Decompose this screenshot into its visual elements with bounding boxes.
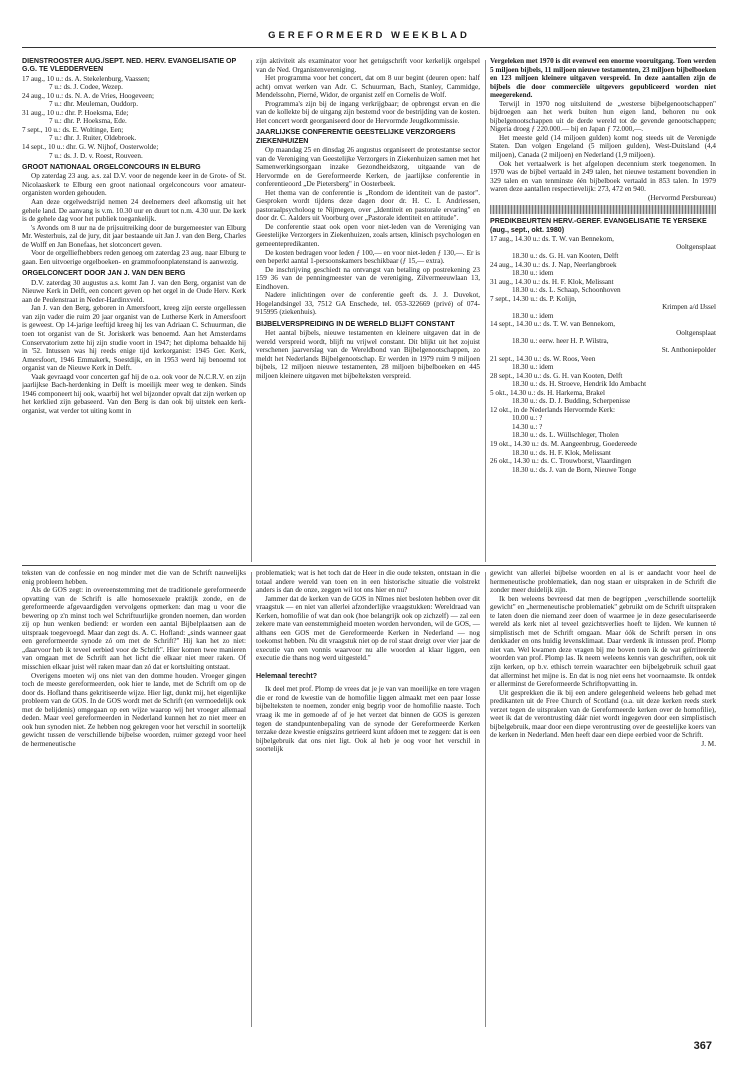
paragraph: 's Avonds om 8 uur na de prijsuitreiking door de burgemeester van Elburg Mr. Westerhuis, zal de jury, dit jaar bestaande uit Jan J. van den Berg, Charles de Wolff en Jan Bonefaas, het slotconcert geven. bbox=[22, 223, 246, 249]
schedule-line: 7 u.: ds. J. Codee, Wezep. bbox=[49, 83, 123, 92]
paragraph: Het programma voor het concert, dat om 8 uur begint (deuren open: half acht) omvat werken van Adr. C. Schuurman, Bach, Stanley, Cammidge, Mendelssohn, Pierné, Widor, de organist zelf en Cornelis de Wolf. bbox=[256, 74, 480, 100]
column-divider bbox=[251, 572, 252, 1027]
article-heading-bijbelverspreiding: BIJBELVERSPREIDING IN DE WERELD BLIJFT CONSTANT bbox=[256, 319, 455, 328]
schedule-line: 14 sept., 10 u.: dhr. G. W. Nijhof, Oosterwolde; bbox=[22, 142, 159, 151]
article-heading-orgelconcert: ORGELCONCERT DOOR JAN J. VAN DEN BERG bbox=[22, 269, 186, 278]
schedule-line: 31 aug., 10 u.: dhr. P. Hoeksma, Ede; bbox=[22, 108, 129, 117]
schedule-line: 17 aug., 14.30 u.: ds. T. W. van Bennekom, bbox=[490, 234, 614, 243]
paragraph: Het meeste geld (14 miljoen gulden) komt nog steeds uit de Verenigde Staten. Dan volgen Engeland (5 miljoen gulden), West-Duitsland (4,4 miljoen), Canada (2 miljoen) en Nederland (1,9 miljoen). bbox=[490, 133, 716, 160]
schedule-line: 12 okt., in de Nederlands Hervormde Kerk: bbox=[490, 405, 615, 414]
schedule-line: 7 u.: dhr. Meuleman, Ouddorp. bbox=[49, 100, 139, 109]
schedule-line: 18.30 u.: ds. D. J. Budding, Scherpenisse bbox=[512, 397, 631, 406]
column-divider bbox=[251, 60, 252, 562]
dienstrooster-schedule bbox=[22, 75, 246, 160]
paragraph: Vaak gevraagd voor concerten gaf hij de o.a. ook voor de N.C.R.V. en zijn jaarlijkse Bach-herdenking in Delft is moeilijk meer weg te denken. Sinds 1946 componeert hij ook, waarbij het wel bijzonder opvalt dat zijn werken op het kerklied zijn gebaseerd. Van den Berg is dan ook bij uitstek een kerk-organist, wat verder tot uiting komt in bbox=[22, 372, 246, 415]
article-heading-conferentie: JAARLIJKSE CONFERENTIE GEESTELIJKE VERZORGERS ZIEKENHUIZEN bbox=[256, 128, 456, 145]
schedule-line: 21 sept., 14.30 u.: ds. W. Roos, Veen bbox=[490, 354, 596, 363]
schedule-line: 18.30 u.: ds. H. Stroeve, Hendrik Ido Ambacht bbox=[512, 380, 647, 389]
schedule-line: 14 sept., 14.30 u.: ds. T. W. van Bennekom, bbox=[490, 320, 616, 329]
schedule-line: 28 sept., 14.30 u.: ds. G. H. van Kooten, Delft bbox=[490, 371, 623, 380]
schedule-line: Ooltgensplaat bbox=[676, 328, 716, 337]
schedule-line: 7 sept., 14.30 u.: ds. P. Kolijn, bbox=[490, 294, 577, 303]
press-credit: (Hervormd Persbureau) bbox=[647, 193, 716, 202]
paragraph: zijn aktiviteit als examinator voor het getuigschrift voor kerkelijk orgelspel van de Ned. Organistenvereniging. bbox=[256, 57, 480, 74]
paragraph: Op maandag 25 en dinsdag 26 augustus organiseert de protestantse sector van de Vereniging van Geestelijke Verzorgers in Ziekenhuizen samen met het Samenwerkingsorgaan inzake Gezondheidszorg, uitgaande van de Hervormde en de Gereformeerde Kerken, de jaarlijkse conferentie in conferentieoord „De Pietersberg" in Oosterbeek. bbox=[256, 145, 480, 189]
paragraph: De inschrijving geschiedt na ontvangst van betaling op postrekening 23 159 36 van de penningmeester van de vereniging, Zilvermeeuwlaan 13, Eindhoven. bbox=[256, 265, 480, 291]
paragraph: Ik deel met prof. Plomp de vrees dat je je van van moeilijke en tere vragen die er rond de kwestie van de homofilie liggen almaakt met een paar losse bijbelteksten te noemen, zonder enig begrip voor de homofilie naaste. Toch vraag ik me in gemoede af of je het verzet dat binnen de GOS is gerezen tegen de standpuntenbepaling van de synode der Gereformeerde Kerken terzake deze kwestie enigszins getrieerd kunt afdoen met te zeggen: dat is een bijbelgebruik dat ons niet ligt. Ook al heb je oog voor het verschil in soortelijk bbox=[256, 685, 480, 754]
schedule-line: 26 okt., 14.30 u.: ds. C. Trouwborst, Vlaardingen bbox=[490, 457, 632, 466]
schedule-line: 18.30 u.: ds. G. H. van Kooten, Delft bbox=[512, 251, 619, 260]
schedule-line: 18.30 u.: idem bbox=[512, 311, 554, 320]
schedule-line: 5 okt., 14.30 u.: ds. H. Harkema, Brakel bbox=[490, 388, 605, 397]
paragraph: Ook het vertaalwerk is het afgelopen decennium sterk toegenomen. In 1970 was de bijbel vertaald in 249 talen, het nieuwe testament bovendien in 329 talen en van tenminste één bijbelboek vertaald in 853 talen. In 1979 waren deze aantallen respectievelijk: 273, 472 en 940. bbox=[490, 159, 716, 194]
schedule-line: 18.30 u.: idem bbox=[512, 363, 554, 372]
paragraph: teksten van de confessie en nog minder met die van de Schrift nauwelijks enig probleem hebben. bbox=[22, 569, 246, 586]
schedule-line: 10.00 u.: ? bbox=[512, 414, 543, 423]
schedule-line: 18.30 u.: idem bbox=[512, 269, 554, 278]
schedule-line: 18.30 u.: ds. L. Schaap, Schoonhoven bbox=[512, 286, 621, 295]
paragraph: Programma's zijn bij de ingang verkrijgbaar; de opbrengst ervan en die van de kollekte bij de uitgang zijn bestemd voor de bestrijding van de kosten. Het concert wordt georganiseerd door de Hervormde Jeugdkommissie. bbox=[256, 99, 480, 125]
schedule-line: Ooltgensplaat bbox=[676, 243, 716, 252]
publication-title: GEREFORMEERD WEEKBLAD bbox=[268, 30, 470, 41]
paragraph: Als de GOS zegt: in overeenstemming met de traditionele gereformeerde opvatting van de Schrift is alle homosexuele praktijk zonde, en de gereformeerde afgevaardigden vervolgens opmerken: dan mag u voor die bewering op z'n minst toch wel Schriftuurlijke gronden noemen, dan worden zij op hun wenken bediend: er worden een aantal Bijbelplaatsen aan de uitspraak toegevoegd. Maar dan zegt ds. A. C. Hofland: „sinds wanneer gaat een gereformeerde synode zó om met de Schrift?" Hij kan het zo niet: „daarvoor heb ik teveel eerbied voor de Schrift". Hier komen twee manieren van omgaan met de Schrift aan het licht die elkaar niet meer raken. Of misschien elkaar juist wèl raken maar dan zó dat er kortsluiting ontstaat. bbox=[22, 586, 246, 672]
paragraph: Uit gesprekken die ik bij een andere gelegenheid weleens heb gehad met predikanten uit de Free Church of Scotland (o.a. uit deze kerken reeds sterk verzet tegen de uitspraken van de Gereformeerde kerken over de homofilie), weet ik dat de verontrusting dáár niet wordt ingegeven door een simplistisch bijbelgebruik, maar door een diepe verontrusting over de geestelijke koers van de kerken in Nederland. Men heeft daar een diepe eerbied voor de Schrift. bbox=[490, 688, 716, 740]
schedule-line: 17 aug., 10 u.: ds. A. Stekelenburg, Vaassen; bbox=[22, 74, 150, 83]
column-bottom-middle bbox=[256, 569, 480, 1029]
column-top-middle bbox=[256, 57, 480, 565]
column-top-right bbox=[490, 57, 716, 565]
paragraph: problematiek; wat is het toch dat de Heer in die oude teksten, ontstaan in die totaal andere wereld van toen en in een historische situatie die volstrekt anders is dan de onze, zeggen wil tot ons hier en nu? bbox=[256, 569, 480, 595]
schedule-line: 18.30 u.: ds. J. van de Born, Nieuwe Tonge bbox=[512, 465, 637, 474]
subheading-helemaal-terecht: Helemaal terecht? bbox=[256, 672, 318, 681]
schedule-line: 7 sept., 10 u.: ds. E. Woltinge, Een; bbox=[22, 125, 124, 134]
column-divider bbox=[485, 60, 486, 562]
masthead-rule bbox=[22, 47, 716, 48]
schedule-line: Krimpen a/d IJssel bbox=[662, 303, 716, 312]
schedule-line: St. Anthoniepolder bbox=[661, 346, 716, 354]
column-bottom-left bbox=[22, 569, 246, 1029]
paragraph: Aan deze orgelwedstrijd nemen 24 deelnemers deel afkomstig uit het gehele land. De aanvang is v.m. 10.30 uur en duurt tot n.m. 4.30 uur. De kerk is de gehele dag voor het publiek toegankelijk. bbox=[22, 198, 246, 224]
masthead bbox=[22, 26, 716, 54]
author-initials: J. M. bbox=[701, 739, 716, 748]
schedule-line: 24 aug., 10 u.: ds. N. A. de Vries, Hoogeveen; bbox=[22, 91, 154, 100]
page-number: 367 bbox=[693, 1040, 712, 1052]
paragraph: Het aantal bijbels, nieuwe testamenten en kleinere uitgaven dat in de wereld verspreid wordt, blijft nu vrijwel constant. Dit blijkt uit het zojuist verschenen jaarverslag van de Wereldbond van Bijbelgenootschappen, zo meldt het Nederlands Bijbelgenootschap. Er werden in 1979 ruim 9 miljoen bijbels, 12 miljoen nieuwe testamenten, 28 miljoen bijbelboeken en 445 miljoen kleinere uitgaven met bijbelteksten verspreid. bbox=[256, 329, 480, 380]
paragraph: De conferentie staat ook open voor niet-leden van de Vereniging van Geestelijke Verzorgers in Ziekenhuizen, zoals artsen, klinisch psychologen en gemeentepredikanten. bbox=[256, 222, 480, 248]
paragraph: Jan J. van den Berg, geboren in Amersfoort, kreeg zijn eerste orgellessen van zijn vader die ruim 20 jaar organist van de Lutherse Kerk in Amersfoort is geweest. Op 14-jarige leeftijd kreeg hij les van Adriaan C. Schuurman, die toen tot organist van de St. Joriskerk was benoemd. Aan het Amsterdams Conservatorium zette hij zijn studie voort in 1947; het diploma behaalde hij in '52. Intussen was hij reeds enige tijd kerkorganist: 1945 Ger. Kerk, Amersfoort, 1946 Emmakerk, Soestdijk, en in 1953 werd hij benoemd tot organist van de Nieuwe Kerk in Delft. bbox=[22, 304, 246, 373]
predikbeurten-schedule bbox=[490, 235, 716, 474]
schedule-line: 19 okt., 14.30 u.: ds. M. Aangeenbrug, Goedereede bbox=[490, 440, 637, 449]
paragraph: Overigens moeten wij ons niet van den domme houden. Vroeger gingen toch de meeste gereformeerden, ook hier te lande, met de Schrift om op de door ds. Hofland thans gekritiseerde wijze. Hier ligt, dunkt mij, het eigenlijke probleem van de GOS. In de GOS wordt met de Schrift (en vermoedelijk ook met de belijdenis) omgegaan op een wijze waarop wij het vroeger allemaal deden. Maar veel gereformeerden in Nederland kunnen het zo niet meer en ook hun synoden niet. Ze hebben nog gekregen voor het verschil in soortelijk gewicht tussen de verschillende bijbelse woorden, ruimer gezegd voor heel de hermeneutische bbox=[22, 671, 246, 748]
paragraph: Jammer dat de kerken van de GOS in Nîmes niet besloten hebben over dit vraagstuk — en niet van allerlei afzonderlijke vraagstukken: Wereldraad van Kerken, homofilie of wat dan ook (hoe belangrijk ook op zichzelf) — zal een zekere mate van eenstemmigheid moeten worden hervonden, wil de GOS, — althans een GOS met de Gereformeerde Kerken in Nederland — nog toekomst hebben. Nu dit vraagstuk niet op de rol staat dreigt over vier jaar de executie van een vonnis waarvoor nu alle woorden al klaar liggen, een executie die thans nog werd uitgesteld." bbox=[256, 594, 480, 663]
schedule-line: 18.30 u.: ds. L. Wüllschleger, Tholen bbox=[512, 431, 619, 440]
article-heading-dienstrooster: DIENSTROOSTER AUG./SEPT. NED. HERV. EVANGELISATIE OP G.G. TE VLEDDERVEEN bbox=[22, 57, 237, 74]
section-rule bbox=[22, 565, 716, 566]
schedule-line: 18.30 u.: ds. H. F. Klok, Melissant bbox=[512, 448, 611, 457]
article-heading-predikbeurten: PREDIKBEURTEN HERV.-GEREF. EVANGELISATIE TE YERSEKE (aug., sept., okt. 1980) bbox=[490, 217, 707, 234]
column-divider bbox=[485, 572, 486, 1027]
article-heading-orgelconcours: GROOT NATIONAAL ORGELCONCOURS IN ELBURG bbox=[22, 163, 201, 172]
paragraph: Nadere inlichtingen over de conferentie geeft ds. J. J. Duvekot, Hogelandsingel 33, 7512 GA Enschede, tel. 053-322669 (privé) of 074-915995 (ziekenhuis). bbox=[256, 291, 480, 317]
schedule-line: 7 u.: dhr. J. Ruiter, Oldebroek. bbox=[49, 134, 137, 143]
paragraph: Op zaterdag 23 aug. a.s. zal D.V. voor de negende keer in de Grote- of St. Nicolaaskerk te Elburg een groot nationaal orgelconcours voor amateur-organisten worden gehouden. bbox=[22, 172, 246, 198]
paragraph: De kosten bedragen voor leden ƒ 100,— en voor niet-leden ƒ 130,—. Er is een beperkt aantal 1-persoonskamers beschikbaar (ƒ 15,— extra). bbox=[256, 248, 480, 266]
column-top-left bbox=[22, 57, 246, 565]
schedule-line: 31 aug., 14.30 u.: ds. H. F. Klok, Melissant bbox=[490, 277, 614, 286]
paragraph: gewicht van allerlei bijbelse woorden en al is er aandacht voor heel de hermeneutische problematiek, dan nog staan er uitspraken in de Schrift die zonder meer duidelijk zijn. bbox=[490, 569, 716, 595]
schedule-line: 14.30 u.: ? bbox=[512, 422, 543, 431]
column-bottom-right bbox=[490, 569, 716, 1029]
schedule-line: 18.30 u.: eerw. heer H. P. Wilstra, bbox=[512, 337, 609, 346]
paragraph: Vergeleken met 1970 is dit evenwel een enorme vooruitgang. Toen werden 5 miljoen bijbels, 11 miljoen nieuwe testamenten, 23 miljoen bijbelboeken en 123 miljoen kleinere uitgaven verspreid. In deze aantallen zijn de bijbels die door commerciële uitgevers gepubliceerd worden niet meegerekend. bbox=[490, 57, 716, 100]
paragraph: Terwijl in 1970 nog uitsluitend de „westerse bijbelgenootschappen" bijdroegen aan het werk buiten hun eigen land, behoren nu ook bijbelgenootschappen uit de derde wereld tot de gevende genootschappen; Nigeria droeg ƒ 220.000.— bij en Japan ƒ 72.000,—. bbox=[490, 99, 716, 134]
paragraph: Voor de orgelliefhebbers reden genoeg om zaterdag 23 aug. naar Elburg te gaan. Een uitvoerige orgelboeken- en grammofoonplatenstand is aanwezig. bbox=[22, 249, 246, 266]
paragraph: Ik ben weleens bevreesd dat men de begrippen „verschillende soortelijk gewicht" en „hermeneutische problematiek" gebruikt om de Schrift uitspraken te laten doen die niemand zeer doen of waarmee je in deze geseculariseerde wereld als kerk niet al teveel gezichtsverlies hoeft te lijden. We kunnen té simplistisch met de Schrift omgaan. Maar óók de Schrift persen in ons denkkader en ons huidig levensklimaat. Daar verdenk ik intussen prof. Plomp niet van. Wel kwamen deze vragen bij me boven toen ik de wat geïrriteerde woorden van prof. Plomp las. Ik neem weleens kennis van geschriften, ook uit zijn kerken, op b.v. ethisch terrein waarachter een bijbelgebruik schuil gaat dat allerminst het mijne is. En dat is nog niet eens het voornaamste. Ik ontdek er allerminst de Gereformeerde Schriftopvatting in. bbox=[490, 594, 716, 689]
paragraph: Het thema van de conferentie is „Rondom de identiteit van de pastor". Gesproken wordt tijdens deze dagen door dr. H. C. I. Andriessen, pastoraalpsycholoog te Nijmegen, over „Identiteit en pastorale ervaring" en door dr. C. Aalders uit Voorburg over „Pastorale identiteit en attitude". bbox=[256, 188, 480, 223]
schedule-line: 24 aug., 14.30 u.: ds. J. Nap, Neerlangbroek bbox=[490, 260, 617, 269]
decorative-divider bbox=[490, 205, 716, 214]
paragraph: D.V. zaterdag 30 augustus a.s. komt Jan J. van den Berg, organist van de Nieuwe Kerk in Delft, een concert geven op het orgel in de Oude Herv. Kerk aan de Peulenstraat in Neder-Hardinxveld. bbox=[22, 278, 246, 304]
schedule-line: 7 u.: dhr. P. Hoeksma, Ede. bbox=[49, 117, 127, 126]
schedule-line: 7 u.: ds. J. D. v. Roest, Rouveen. bbox=[49, 151, 143, 160]
